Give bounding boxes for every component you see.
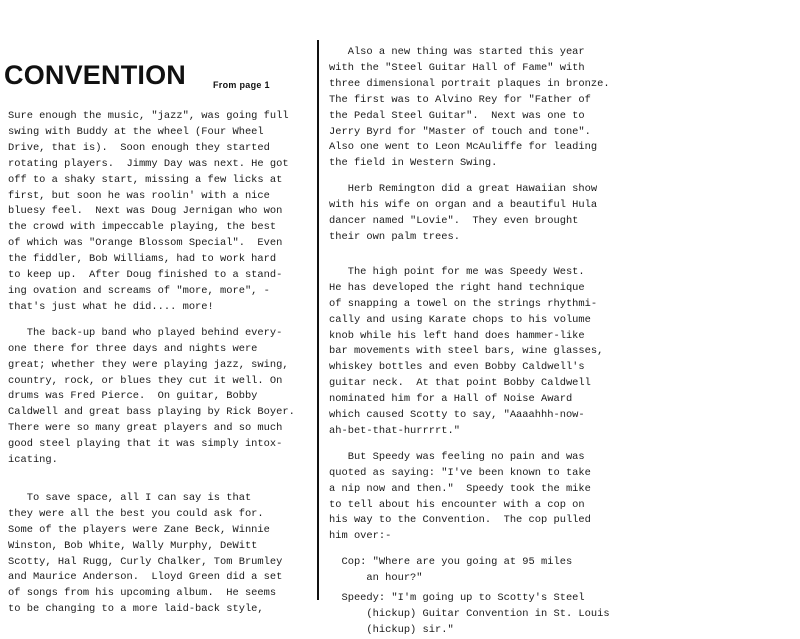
text-line: with his wife on organ and a beautiful Hula: [329, 199, 598, 212]
text-line: their own palm trees.: [329, 230, 460, 243]
paragraph: [329, 450, 629, 545]
text-line: ah-bet-that-hurrrrt.": [329, 424, 460, 437]
text-line: dancer named "Lovie". They even brought: [329, 215, 579, 228]
text-line: of songs from his upcoming album. He seems: [8, 587, 277, 600]
text-line: of snapping a towel on the strings rhythmi-: [329, 297, 598, 310]
text-line: ing ovation and screams of "more, more", -: [8, 284, 270, 297]
dialogue-speedy: [329, 591, 629, 639]
text-line: swing with Buddy at the wheel (Four Wheel: [8, 125, 264, 138]
text-line: three dimensional portrait plaques in bronze.: [329, 77, 610, 90]
text-line: to keep up. After Doug finished to a stand-: [8, 269, 283, 282]
text-line: the Pedal Steel Guitar". Next was one to: [329, 109, 585, 122]
text-line: the crowd with impeccable playing, the best: [8, 221, 277, 234]
right-column: [329, 45, 629, 639]
text-line: and Maurice Anderson. Lloyd Green did a set: [8, 571, 283, 584]
text-line: quoted as saying: "I've been known to take: [329, 466, 591, 479]
text-line: Cop: "Where are you going at 95 miles: [329, 556, 573, 569]
text-line: to tell about his encounter with a cop on: [329, 498, 585, 511]
text-line: of which was "Orange Blossom Special". Even: [8, 237, 283, 250]
continuation-note: From page 1: [213, 80, 270, 90]
text-line: they were all the best you could ask for.: [8, 507, 264, 520]
text-line: The first was to Alvino Rey for "Father of: [329, 93, 591, 106]
paragraph: [329, 182, 629, 246]
text-line: Jerry Byrd for "Master of touch and tone".: [329, 125, 591, 138]
text-line: a nip now and then." Speedy took the mike: [329, 482, 591, 495]
text-line: great; whether they were playing jazz, swing,: [8, 358, 289, 371]
text-line: He has developed the right hand technique: [329, 281, 585, 294]
text-line: the fiddler, Bob Williams, had to work hard: [8, 253, 277, 266]
text-line: one there for three days and nights were: [8, 342, 258, 355]
column-divider: [317, 40, 319, 600]
dialogue-cop: [329, 555, 629, 587]
text-line: guitar neck. At that point Bobby Caldwell: [329, 377, 591, 390]
text-line: The high point for me was Speedy West.: [329, 265, 585, 278]
text-line: Caldwell and great bass playing by Rick Boyer.: [8, 406, 295, 419]
text-line: with the "Steel Guitar Hall of Fame" with: [329, 61, 585, 74]
paragraph: [329, 265, 629, 440]
paragraph: [8, 326, 308, 469]
text-line: knob while his left hand does hammer-like: [329, 329, 585, 342]
text-line: There were so many great players and so much: [8, 422, 283, 435]
text-line: that's just what he did.... more!: [8, 300, 214, 313]
paragraph: [329, 45, 629, 172]
text-line: (hickup) sir.": [329, 623, 454, 636]
text-line: whiskey bottles and even Bobby Caldwell's: [329, 361, 585, 374]
text-line: which caused Scotty to say, "Aaaahhh-now-: [329, 409, 585, 422]
text-line: Winston, Bob White, Wally Murphy, DeWitt: [8, 539, 258, 552]
text-line: But Speedy was feeling no pain and was: [329, 450, 585, 463]
text-line: Also a new thing was started this year: [329, 46, 585, 58]
text-line: Drive, that is). Soon enough they started: [8, 141, 270, 154]
text-line: the field in Western Swing.: [329, 157, 498, 170]
text-line: good steel playing that it was simply intox-: [8, 438, 283, 451]
text-line: Scotty, Hal Rugg, Curly Chalker, Tom Brumley: [8, 555, 283, 568]
article-headline: CONVENTION: [4, 60, 187, 90]
text-line: off to a shaky start, missing a few licks at: [8, 173, 283, 186]
text-line: cally and using Karate chops to his volume: [329, 313, 591, 326]
text-line: bluesy feel. Next was Doug Jernigan who won: [8, 205, 283, 218]
paragraph: [8, 109, 308, 316]
text-line: To save space, all I can say is that: [8, 491, 252, 504]
text-line: his way to the Convention. The cop pulled: [329, 514, 591, 527]
text-line: Sure enough the music, "jazz", was going full: [8, 110, 289, 122]
text-line: icating.: [8, 454, 58, 467]
text-line: him over:-: [329, 530, 392, 543]
left-column: [8, 109, 308, 618]
text-line: first, but soon he was roolin' with a nice: [8, 189, 270, 202]
text-line: Herb Remington did a great Hawaiian show: [329, 183, 598, 196]
text-line: Some of the players were Zane Beck, Winnie: [8, 523, 270, 536]
text-line: country, rock, or blues they cut it well. On: [8, 374, 283, 387]
text-line: (hickup) Guitar Convention in St. Louis: [329, 608, 610, 620]
text-line: rotating players. Jimmy Day was next. He got: [8, 157, 289, 170]
text-line: Speedy: "I'm going up to Scotty's Steel: [329, 592, 585, 605]
text-line: nominated him for a Hall of Noise Award: [329, 393, 573, 406]
text-line: an hour?": [329, 572, 423, 585]
text-line: drums was Fred Pierce. On guitar, Bobby: [8, 390, 258, 403]
paragraph: [8, 491, 308, 618]
text-line: bar movements with steel bars, wine glasses,: [329, 345, 604, 358]
text-line: to be changing to a more laid-back style,: [8, 603, 264, 616]
text-line: Also one went to Leon McAuliffe for leading: [329, 141, 598, 154]
text-line: The back-up band who played behind every-: [8, 326, 283, 339]
